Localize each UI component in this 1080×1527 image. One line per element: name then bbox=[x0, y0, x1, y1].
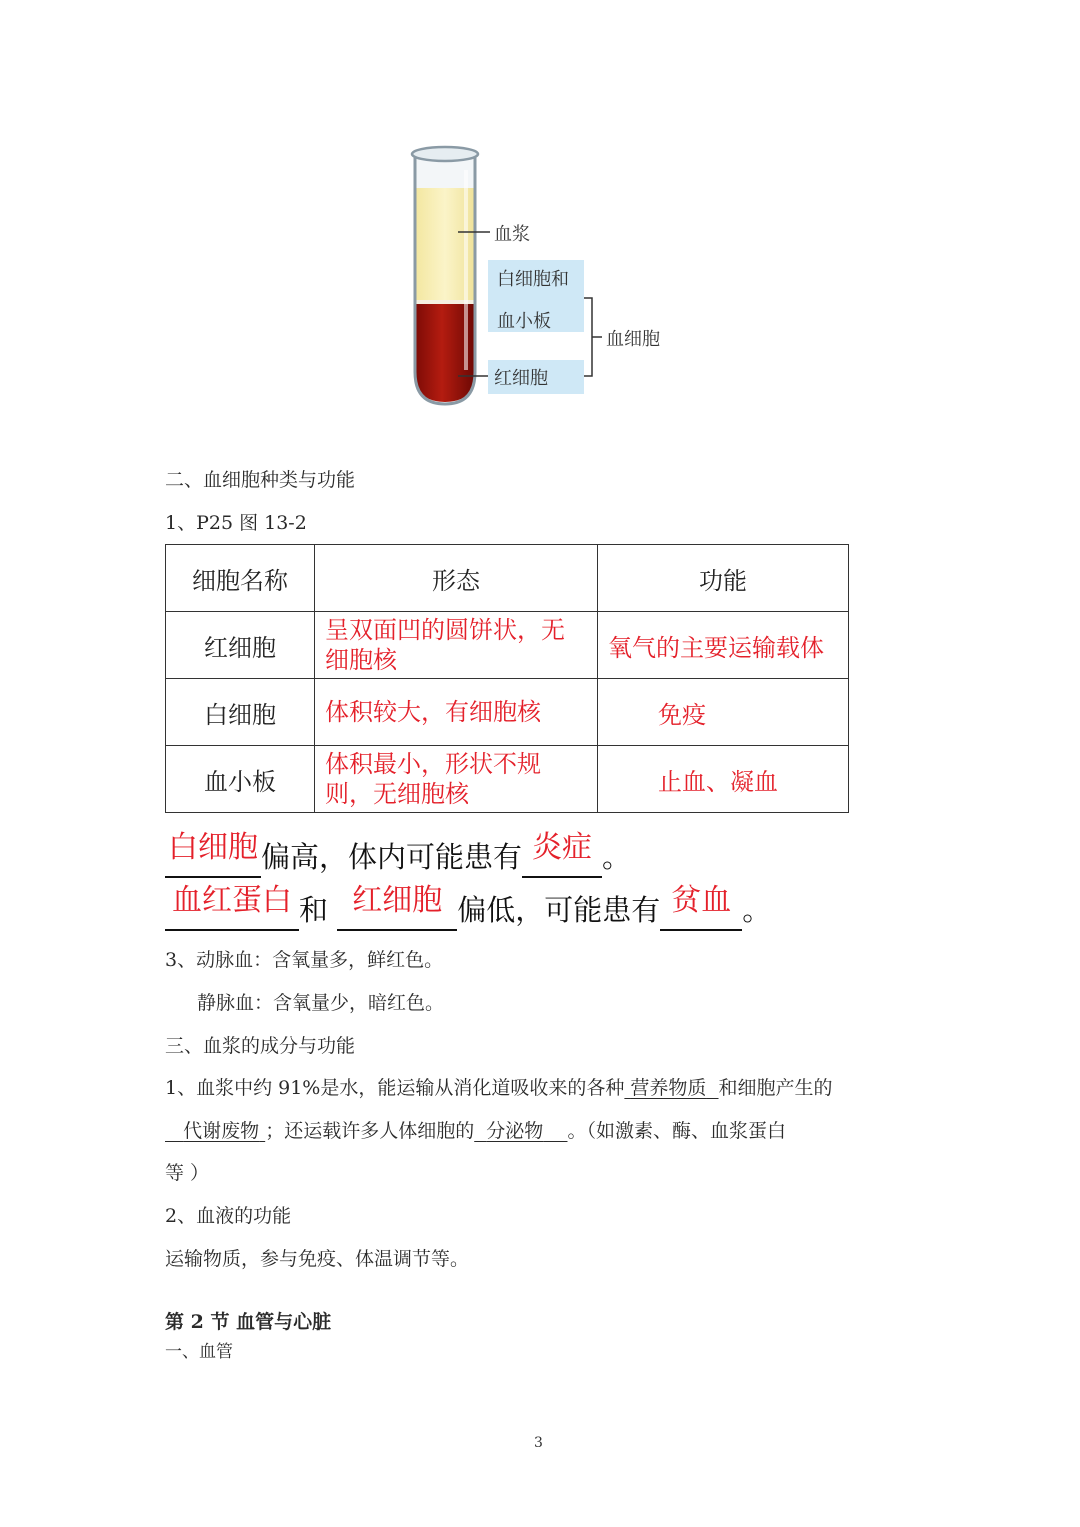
rbc-label: 红细胞 bbox=[494, 368, 548, 389]
fill-blank bbox=[660, 885, 742, 931]
table-header: 细胞名称 bbox=[166, 545, 315, 612]
fill-blank bbox=[165, 832, 261, 878]
fill-text: 偏低，可能患有 bbox=[457, 893, 661, 927]
fill-text: 偏高，体内可能患有 bbox=[261, 840, 523, 874]
fill-line-1 bbox=[165, 832, 631, 878]
plasma-blank bbox=[165, 1120, 265, 1142]
fill-end: 。 bbox=[602, 840, 632, 874]
section-heading: 第 2 节 血管与心脏 bbox=[165, 1311, 332, 1333]
plasma-text: 。（如激素、酶、血浆蛋白 bbox=[567, 1120, 786, 1142]
fill-text: 和 bbox=[299, 893, 329, 927]
cell-shape: 体积最小，形状不规则，无细胞核 bbox=[315, 746, 598, 813]
cell-function: 止血、凝血 bbox=[598, 746, 849, 813]
cell-name: 血小板 bbox=[166, 746, 315, 813]
plasma-para-line1 bbox=[165, 1073, 833, 1100]
item2-title: 2、血液的功能 bbox=[165, 1205, 292, 1227]
fill-blank bbox=[522, 832, 602, 878]
cell-shape: 呈双面凹的圆饼状，无细胞核 bbox=[315, 612, 598, 679]
table-row bbox=[166, 612, 849, 679]
cell-function: 氧气的主要运输载体 bbox=[598, 612, 849, 679]
subsection-title: 一、血管 bbox=[165, 1342, 233, 1362]
fill-answer: 红细胞 bbox=[352, 883, 443, 918]
blood-cell-table bbox=[165, 544, 849, 813]
section2-title: 二、血细胞种类与功能 bbox=[165, 469, 356, 491]
fill-answer: 血红蛋白 bbox=[172, 883, 292, 918]
blood-cell-label: 血细胞 bbox=[606, 329, 660, 350]
plasma-blank bbox=[474, 1120, 567, 1142]
item2-text: 运输物质，参与免疫、体温调节等。 bbox=[165, 1248, 470, 1270]
cell-function: 免疫 bbox=[598, 679, 849, 746]
fill-end: 。 bbox=[742, 893, 772, 927]
table-header: 功能 bbox=[598, 545, 849, 612]
plasma-text: ；还运载许多人体细胞的 bbox=[265, 1120, 475, 1142]
fill-answer: 贫血 bbox=[671, 883, 732, 918]
cell-name: 红细胞 bbox=[166, 612, 315, 679]
cell-shape: 体积较大，有细胞核 bbox=[315, 679, 598, 746]
plasma-para-line3: 等 ） bbox=[165, 1162, 210, 1184]
fill-answer: 炎症 bbox=[532, 830, 593, 865]
plasma-answer: 分泌物 bbox=[486, 1120, 544, 1142]
item3-venous: 静脉血：含氧量少，暗红色。 bbox=[197, 992, 445, 1014]
plasma-text: 和细胞产生的 bbox=[718, 1077, 833, 1099]
blood-test-tube-figure bbox=[400, 140, 700, 420]
table-header-row bbox=[166, 545, 849, 612]
plasma-para-line2 bbox=[165, 1116, 786, 1143]
fill-line-2 bbox=[165, 885, 771, 931]
table-header: 形态 bbox=[315, 545, 598, 612]
fill-answer: 白细胞 bbox=[168, 830, 258, 865]
table-row bbox=[166, 746, 849, 813]
section3-title: 三、血浆的成分与功能 bbox=[165, 1035, 356, 1057]
table-row bbox=[166, 679, 849, 746]
fill-blank bbox=[337, 885, 457, 931]
plasma-answer: 营养物质 bbox=[630, 1077, 707, 1099]
page-number: 3 bbox=[534, 1435, 543, 1451]
plasma-text: 1、血浆中约 91%是水，能运输从消化道吸收来的各种 bbox=[165, 1077, 625, 1099]
item1-caption: 1、P25 图 13-2 bbox=[165, 512, 307, 534]
cell-name: 白细胞 bbox=[166, 679, 315, 746]
item3-arterial: 3、动脉血：含氧量多，鲜红色。 bbox=[165, 949, 444, 971]
wbc-platelet-label-line1: 白细胞和 bbox=[497, 269, 569, 290]
wbc-platelet-label-line2: 血小板 bbox=[497, 311, 551, 332]
fill-blank bbox=[165, 885, 299, 931]
plasma-blank bbox=[624, 1077, 718, 1099]
plasma-label: 血浆 bbox=[494, 224, 530, 245]
plasma-answer: 代谢废物 bbox=[183, 1120, 260, 1142]
